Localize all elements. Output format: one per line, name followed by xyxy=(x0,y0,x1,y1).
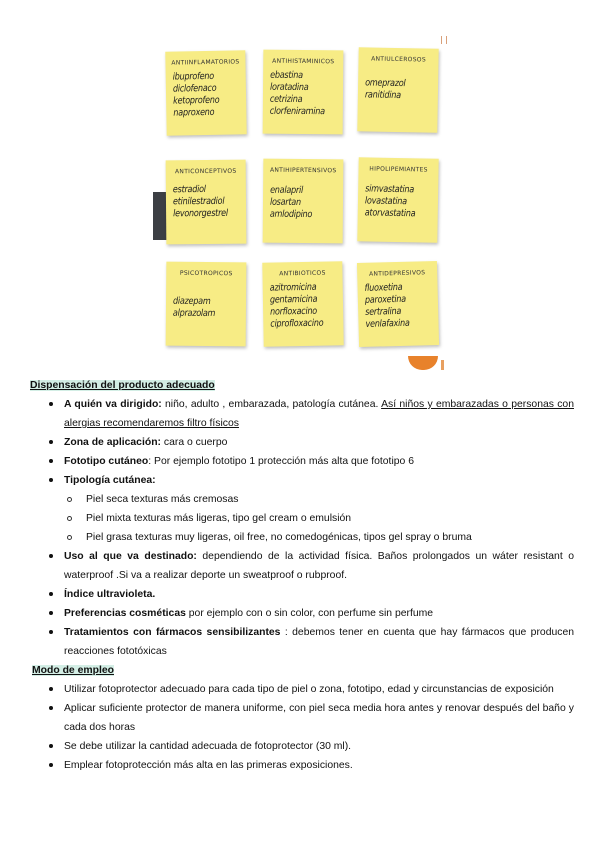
section-heading-modo-empleo: Modo de empleo xyxy=(32,665,114,676)
sticky-note xyxy=(166,160,247,245)
orange-object xyxy=(408,356,438,370)
note-item: fluoxetina xyxy=(364,281,403,294)
note-title: ANTIHISTAMINICOS xyxy=(272,57,335,66)
note-item: azitromicina xyxy=(269,281,317,294)
note-title: PSICOTROPICOS xyxy=(179,269,233,278)
list-item: Tipología cutánea: Piel seca texturas más cremosas Piel mixta texturas más ligeras, tipo gel cream o emulsión Piel grasa texturas muy ligeras, oil free, no comedogénicas, tipos gel spray o bruma xyxy=(30,471,574,547)
sub-list-item: Piel mixta texturas más ligeras, tipo gel cream o emulsión xyxy=(64,509,574,528)
note-item: ketoprofeno xyxy=(173,94,220,107)
note-item: paroxetina xyxy=(364,293,407,306)
dispensacion-list xyxy=(30,395,574,661)
photo-edge-strip xyxy=(153,192,167,240)
modo-empleo-list xyxy=(30,680,574,775)
sticky-notes-photo xyxy=(153,30,448,370)
note-item: venlafaxina xyxy=(365,317,410,330)
list-item: Uso al que va destinado: dependiendo de la actividad física. Baños prolongados un wáter resistant o waterproof .Si va a realizar deporte un sweatproof o rubproof. xyxy=(30,547,574,585)
note-title: ANTICONCEPTIVOS xyxy=(174,167,237,176)
note-item: ebastina xyxy=(270,69,303,81)
note-item: ibuprofeno xyxy=(172,70,215,83)
photo-edge-mark xyxy=(441,36,447,44)
note-title: ANTIHIPERTENSIVOS xyxy=(269,166,337,175)
note-title: ANTIINFLAMATORIOS xyxy=(171,58,240,67)
note-item: losartan xyxy=(269,196,301,208)
section-heading-dispensacion: Dispensación del producto adecuado xyxy=(30,380,215,391)
list-item: Aplicar suficiente protector de manera uniforme, con piel seca media hora antes y renovar después del baño y cada dos horas xyxy=(30,699,574,737)
note-item: omeprazol xyxy=(365,77,406,90)
note-item: gentamicina xyxy=(269,293,318,306)
sticky-note xyxy=(357,157,438,242)
photo-edge-mark xyxy=(441,360,444,370)
sticky-note xyxy=(357,261,439,347)
note-item: norfloxacino xyxy=(270,305,318,318)
note-title: ANTIDEPRESIVOS xyxy=(368,269,426,278)
note-item: diclofenaco xyxy=(172,82,217,95)
note-title: HIPOLIPEMIANTES xyxy=(369,165,428,174)
note-item: ciprofloxacino xyxy=(270,317,324,330)
list-item: Tratamientos con fármacos sensibilizantes : debemos tener en cuenta que hay fármacos que producen reacciones fototóxicas xyxy=(30,623,574,661)
note-item: levonorgestrel xyxy=(173,207,228,220)
sticky-note xyxy=(263,50,344,135)
note-item: diazepam xyxy=(172,295,211,308)
list-item: Zona de aplicación: cara o cuerpo xyxy=(30,433,574,452)
note-item: loratadina xyxy=(269,81,309,94)
note-item: alprazolam xyxy=(172,307,216,320)
note-item: estradiol xyxy=(172,184,206,196)
note-title: ANTIULCEROSOS xyxy=(371,55,427,64)
note-item: atorvastatina xyxy=(364,207,416,220)
sticky-note xyxy=(166,262,247,347)
note-item: etinilestradiol xyxy=(172,195,225,208)
note-item: naproxeno xyxy=(173,106,215,119)
note-item: sertralina xyxy=(365,305,402,318)
list-item: Emplear fotoprotección más alta en las primeras exposiciones. xyxy=(30,756,574,775)
list-item: A quién va dirigido: niño, adulto , embarazada, patología cutánea. Así niños y embarazadas o personas con alergias recomendaremos filtro físicos xyxy=(30,395,574,433)
note-title: ANTIBIOTICOS xyxy=(279,269,326,278)
note-item: simvastatina xyxy=(365,183,415,196)
note-item: amlodipino xyxy=(269,208,313,221)
sub-list-item: Piel grasa texturas muy ligeras, oil free, no comedogénicas, tipos gel spray o bruma xyxy=(64,528,574,547)
sticky-note xyxy=(357,47,438,132)
note-item: cetrizina xyxy=(269,93,303,105)
list-item: Utilizar fotoprotector adecuado para cada tipo de piel o zona, fototipo, edad y circunstancias de exposición xyxy=(30,680,574,699)
note-item: clorfeniramina xyxy=(269,105,325,118)
sticky-note xyxy=(165,50,246,135)
note-item: lovastatina xyxy=(364,195,407,208)
document-body xyxy=(30,376,574,775)
sub-list-item: Piel seca texturas más cremosas xyxy=(64,490,574,509)
list-item: Fototipo cutáneo: Por ejemplo fototipo 1 protección más alta que fototipo 6 xyxy=(30,452,574,471)
list-item: Preferencias cosméticas por ejemplo con o sin color, con perfume sin perfume xyxy=(30,604,574,623)
sticky-note xyxy=(263,159,344,244)
tipologia-sublist xyxy=(64,490,574,547)
note-item: enalapril xyxy=(270,184,304,196)
sticky-note xyxy=(262,261,343,346)
note-item: ranitidina xyxy=(364,89,401,102)
list-item: Se debe utilizar la cantidad adecuada de fotoprotector (30 ml). xyxy=(30,737,574,756)
list-item: Índice ultravioleta. xyxy=(30,585,574,604)
